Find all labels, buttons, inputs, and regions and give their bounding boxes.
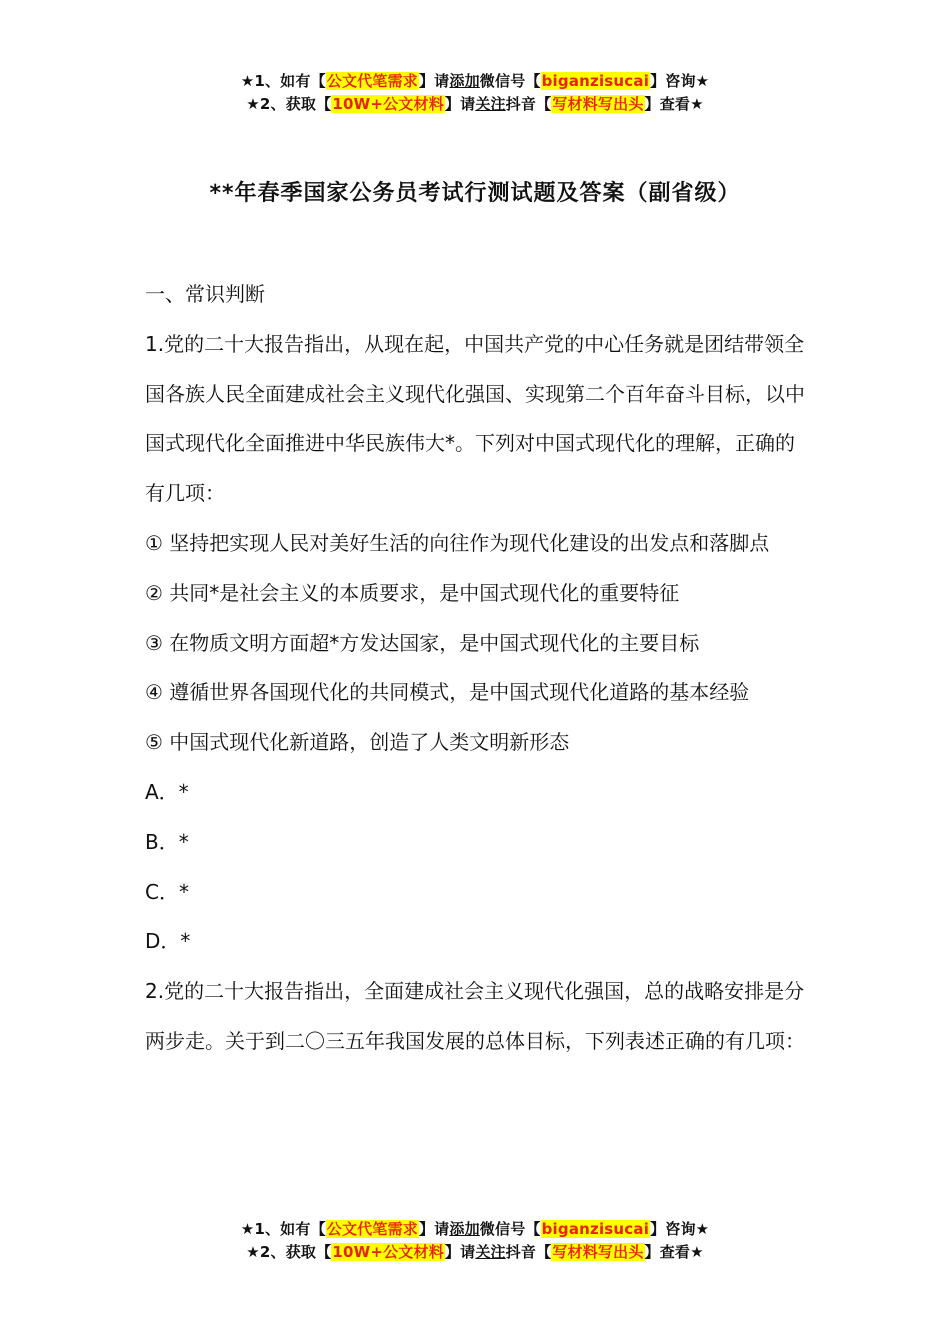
promo-underline: 添加 — [449, 72, 480, 90]
promo-text: ★1、如有【 — [240, 72, 326, 90]
promo-text: ★1、如有【 — [240, 1220, 326, 1238]
question-1-stem: 1.党的二十大报告指出，从现在起，中国共产党的中心任务就是团结带领全国各族人民全面建成社会主义现代化强国、实现第二个百年奋斗目标，以中国式现代化全面推进中华民族伟大*。下列对中国式现代化的理解，正确的有几项： — [145, 331, 805, 506]
document-title: **年春季国家公务员考试行测试题及答案（副省级） — [209, 181, 741, 206]
promo-text: 】咨询★ — [650, 72, 710, 90]
question-1-item: ② 共同*是社会主义的本质要求，是中国式现代化的重要特征 — [145, 580, 680, 605]
question-1-item: ① 坚持把实现人民对美好生活的向往作为现代化建设的出发点和落脚点 — [145, 530, 770, 555]
question-1-option-d: D．* — [145, 929, 191, 954]
promo-underline: 关注 — [475, 95, 506, 113]
promo-highlight: 写材料写出头 — [552, 1243, 644, 1261]
promo-line-1 — [0, 70, 950, 93]
question-2-stem: 2.党的二十大报告指出，全面建成社会主义现代化强国，总的战略安排是分两步走。关于到二〇三五年我国发展的总体目标，下列表述正确的有几项： — [145, 979, 805, 1053]
question-1-item: ④ 遵循世界各国现代化的共同模式，是中国式现代化道路的基本经验 — [145, 680, 750, 705]
promo-line-1 — [0, 1218, 950, 1241]
promo-text: ★2、获取【 — [246, 95, 332, 113]
question-1-option-b: B．* — [145, 829, 189, 854]
question-1-option-a: A．* — [145, 779, 189, 804]
section-heading: 一、常识判断 — [145, 282, 265, 306]
promo-text: 】请 — [444, 1243, 476, 1261]
promo-highlight: biganzisucai — [541, 72, 650, 90]
promo-highlight: 10W+公文材料 — [332, 1243, 444, 1261]
promo-text: 抖音【 — [505, 1243, 552, 1261]
question-1-option-c: C．* — [145, 879, 189, 904]
promo-text: 抖音【 — [505, 95, 552, 113]
promo-text: ★2、获取【 — [246, 1243, 332, 1261]
promo-text: 微信号【 — [479, 1220, 541, 1238]
promo-line-2 — [0, 1241, 950, 1264]
promo-highlight: 写材料写出头 — [552, 95, 644, 113]
promo-text: 】请 — [418, 72, 450, 90]
promo-highlight: 公文代笔需求 — [326, 1220, 418, 1238]
promo-text: 】咨询★ — [650, 1220, 710, 1238]
promo-text: 微信号【 — [479, 72, 541, 90]
promo-text: 】查看★ — [644, 95, 704, 113]
promo-highlight: 10W+公文材料 — [332, 95, 444, 113]
promo-highlight: 公文代笔需求 — [326, 72, 418, 90]
promo-underline: 添加 — [449, 1220, 480, 1238]
document-body — [145, 270, 810, 1067]
question-1-item: ③ 在物质文明方面超*方发达国家，是中国式现代化的主要目标 — [145, 630, 700, 655]
promo-underline: 关注 — [475, 1243, 506, 1261]
promo-text: 】请 — [444, 95, 476, 113]
promo-line-2 — [0, 93, 950, 116]
header-promo — [0, 70, 950, 116]
promo-text: 】查看★ — [644, 1243, 704, 1261]
question-1-item: ⑤ 中国式现代化新道路，创造了人类文明新形态 — [145, 730, 570, 755]
footer-promo — [0, 1218, 950, 1264]
promo-highlight: biganzisucai — [541, 1220, 650, 1238]
promo-text: 】请 — [418, 1220, 450, 1238]
